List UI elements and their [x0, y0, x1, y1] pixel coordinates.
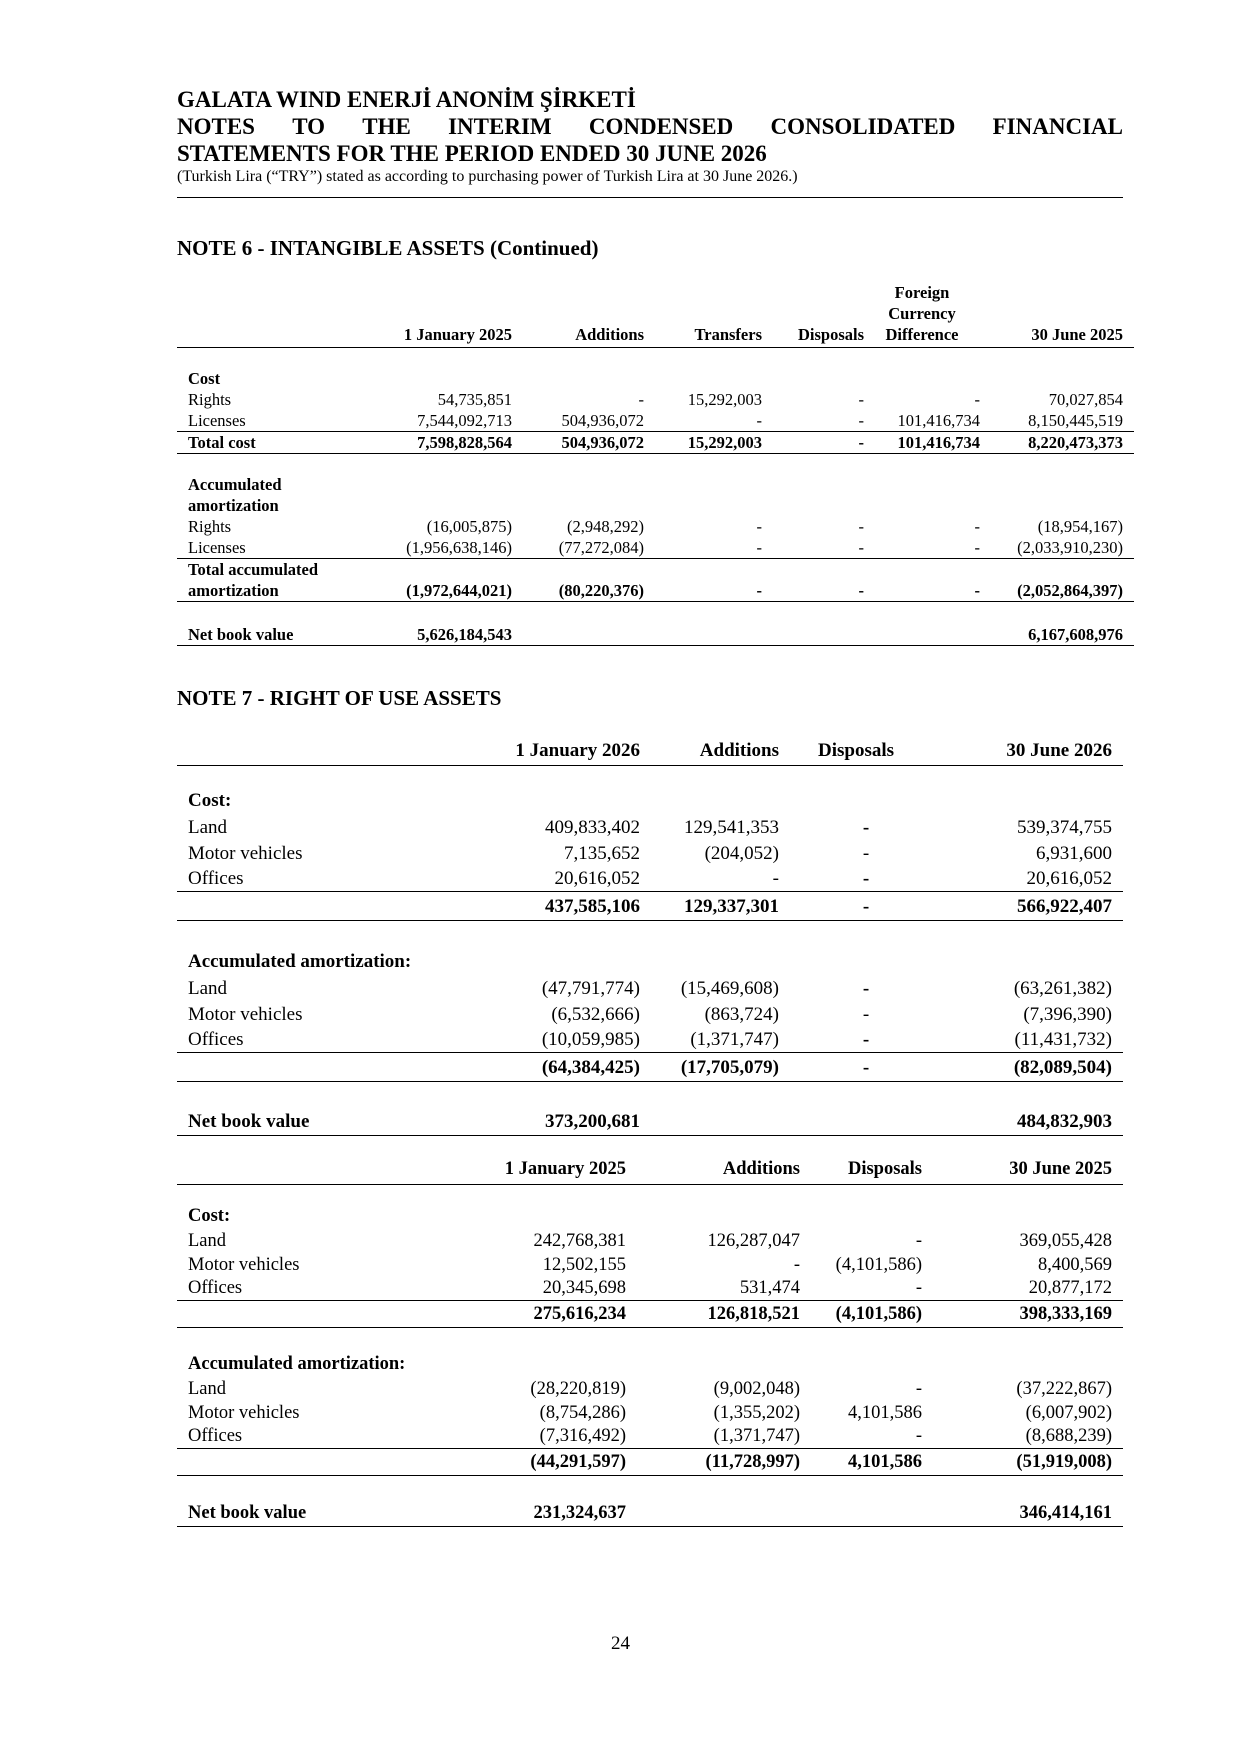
- table-row: [177, 1253, 1123, 1277]
- total-row: [177, 892, 1123, 921]
- cell: 398,333,169: [922, 1301, 1123, 1328]
- cell: -: [800, 1425, 922, 1449]
- col-header-line: Difference: [885, 325, 959, 344]
- total-row: [177, 1301, 1123, 1328]
- table-row: [177, 814, 1123, 840]
- cell: 373,200,681: [467, 1108, 640, 1136]
- cell: 7,544,092,713: [332, 410, 512, 432]
- row-label: Land: [188, 1230, 227, 1251]
- table-row: [177, 1425, 1123, 1449]
- section-heading-row: [177, 495, 1134, 516]
- row-label: Net book value: [177, 1108, 467, 1136]
- cell: 4,101,586: [848, 1402, 922, 1423]
- section-heading-row: [177, 368, 1134, 389]
- cell: -: [862, 816, 870, 838]
- cell: -: [915, 1230, 922, 1251]
- col-header-fx: [864, 282, 980, 348]
- cell: (28,220,819): [530, 1378, 626, 1399]
- table-row: [177, 1377, 1123, 1401]
- cell: 4,101,586: [800, 1449, 922, 1476]
- cell: 6,931,600: [1036, 842, 1112, 864]
- section-heading: Accumulated amortization:: [188, 1353, 406, 1374]
- right-of-use-assets-2025-table: [177, 1158, 1123, 1527]
- cell: 275,616,234: [467, 1301, 626, 1328]
- cell: 566,922,407: [913, 892, 1123, 921]
- cell: 129,337,301: [640, 892, 779, 921]
- col-header: 1 January 2025: [467, 1158, 626, 1185]
- cell: 54,735,851: [437, 389, 512, 409]
- report-title-line-3: STATEMENTS FOR THE PERIOD ENDED 30 JUNE 2026: [177, 141, 767, 166]
- section-heading-row: [177, 474, 1134, 495]
- cell: (11,431,732): [913, 1027, 1123, 1053]
- row-label: Total cost: [177, 432, 332, 454]
- cell: 7,598,828,564: [332, 432, 512, 454]
- cell: 20,616,052: [467, 866, 640, 892]
- table-row: [177, 389, 1134, 410]
- table-row: [177, 1027, 1123, 1053]
- cell: (9,002,048): [713, 1378, 800, 1399]
- section-heading: Cost: [188, 368, 221, 388]
- section-heading: Accumulated amortization:: [188, 950, 412, 972]
- row-label: Offices: [177, 866, 467, 892]
- cell: -: [800, 1277, 922, 1301]
- section-heading: amortization: [188, 495, 279, 515]
- cell: -: [756, 516, 762, 536]
- page-number: 24: [611, 1633, 630, 1654]
- row-label: Offices: [177, 1425, 467, 1449]
- cell: (1,371,747): [626, 1425, 800, 1449]
- cell: (6,532,666): [551, 1003, 640, 1025]
- cell: 15,292,003: [644, 432, 762, 454]
- cell: 101,416,734: [864, 410, 980, 432]
- cell: (7,396,390): [1023, 1003, 1112, 1025]
- cell: 409,833,402: [545, 816, 640, 838]
- cell: (47,791,774): [541, 977, 640, 999]
- title-word: INTERIM: [448, 114, 552, 139]
- row-label: Total accumulated: [188, 559, 319, 579]
- document-header: [177, 86, 1123, 186]
- cell: -: [974, 516, 980, 536]
- title-word: CONDENSED: [588, 114, 734, 139]
- net-book-value-row: [177, 1108, 1123, 1136]
- cell: -: [864, 537, 980, 559]
- row-label: Net book value: [177, 624, 332, 646]
- row-label: Land: [188, 816, 228, 838]
- cell: -: [779, 1053, 913, 1082]
- cell: -: [862, 977, 870, 999]
- col-header: Additions: [640, 739, 779, 766]
- cell: 5,626,184,543: [332, 624, 512, 646]
- net-book-value-row: [177, 1500, 1123, 1527]
- cell: (1,956,638,146): [332, 537, 512, 559]
- cell: -: [644, 537, 762, 559]
- cell: 12,502,155: [542, 1254, 626, 1275]
- col-header: Transfers: [644, 282, 762, 348]
- table-row: [177, 516, 1134, 537]
- total-row: [177, 432, 1134, 454]
- col-header: Additions: [626, 1158, 800, 1185]
- table-row: [177, 840, 1123, 866]
- total-row: [177, 580, 1134, 602]
- report-title-line-2: [177, 113, 1123, 140]
- row-label: Land: [188, 977, 228, 999]
- cell: (1,371,747): [640, 1027, 779, 1053]
- cell: 7,135,652: [564, 842, 640, 864]
- cell: 346,414,161: [922, 1500, 1123, 1527]
- report-subtitle: (Turkish Lira (“TRY”) stated as according to purchasing power of Turkish Lira at 30 June 2026.): [177, 168, 798, 185]
- cell: -: [793, 1254, 800, 1275]
- section-heading-row: [177, 1351, 1123, 1377]
- row-label: Offices: [177, 1027, 467, 1053]
- col-header-line: Currency: [888, 304, 956, 323]
- cell: (37,222,867): [1016, 1378, 1112, 1399]
- table-row: [177, 537, 1134, 559]
- cell: 231,324,637: [467, 1500, 626, 1527]
- cell: (2,033,910,230): [980, 537, 1134, 559]
- cell: 20,345,698: [467, 1277, 626, 1301]
- cell: 369,055,428: [1019, 1230, 1112, 1251]
- table-header-row: [177, 1158, 1123, 1185]
- col-header: Disposals: [800, 1158, 922, 1185]
- table-row: [177, 1401, 1123, 1425]
- row-label: Motor vehicles: [188, 1003, 303, 1025]
- cell: (11,728,997): [626, 1449, 800, 1476]
- note-7-title: NOTE 7 - RIGHT OF USE ASSETS: [177, 686, 502, 710]
- cell: -: [779, 1027, 913, 1053]
- cell: -: [762, 410, 864, 432]
- cell: 6,167,608,976: [980, 624, 1134, 646]
- cell: (17,705,079): [640, 1053, 779, 1082]
- table-row: [177, 975, 1123, 1001]
- table-header-row: [177, 282, 1134, 348]
- cell: 531,474: [626, 1277, 800, 1301]
- cell: (10,059,985): [467, 1027, 640, 1053]
- total-row: [177, 1053, 1123, 1082]
- cell: (1,972,644,021): [332, 580, 512, 602]
- company-name: GALATA WIND ENERJİ ANONİM ŞİRKETİ: [177, 87, 636, 112]
- cell: 70,027,854: [1048, 389, 1123, 409]
- table-row: [177, 1001, 1123, 1027]
- cell: (18,954,167): [1037, 516, 1123, 536]
- cell: 8,150,445,519: [980, 410, 1134, 432]
- cell: 504,936,072: [512, 410, 644, 432]
- title-word: TO: [292, 114, 326, 139]
- header-rule: [177, 197, 1123, 198]
- total-row: [177, 1449, 1123, 1476]
- row-label: Licenses: [177, 410, 332, 432]
- cell: (51,919,008): [922, 1449, 1123, 1476]
- cell: -: [644, 410, 762, 432]
- col-header: 1 January 2026: [467, 739, 640, 766]
- cell: -: [762, 432, 864, 454]
- row-label: Licenses: [177, 537, 332, 559]
- row-label: Offices: [177, 1277, 467, 1301]
- table-row: [177, 866, 1123, 892]
- cell: -: [915, 1378, 922, 1399]
- total-row-label: [177, 559, 1134, 581]
- col-header: 1 January 2025: [332, 282, 512, 348]
- cell: 8,400,569: [1038, 1254, 1112, 1275]
- net-book-value-row: [177, 624, 1134, 646]
- cell: (4,101,586): [800, 1301, 922, 1328]
- cell: 437,585,106: [467, 892, 640, 921]
- cell: 15,292,003: [687, 389, 762, 409]
- note-6-title: NOTE 6 - INTANGIBLE ASSETS (Continued): [177, 236, 599, 260]
- cell: (2,052,864,397): [980, 580, 1134, 602]
- cell: -: [779, 892, 913, 921]
- cell: (63,261,382): [1013, 977, 1112, 999]
- cell: 242,768,381: [533, 1230, 626, 1251]
- cell: 8,220,473,373: [980, 432, 1134, 454]
- row-label: Rights: [188, 389, 232, 409]
- cell: (8,754,286): [539, 1402, 626, 1423]
- cell: (8,688,239): [922, 1425, 1123, 1449]
- cell: -: [858, 389, 864, 409]
- cell: -: [640, 866, 779, 892]
- cell: (4,101,586): [835, 1254, 922, 1275]
- cell: 101,416,734: [864, 432, 980, 454]
- table-row: [177, 1229, 1123, 1253]
- row-label: Net book value: [177, 1500, 467, 1527]
- cell: -: [644, 580, 762, 602]
- cell: (82,089,504): [913, 1053, 1123, 1082]
- cell: (44,291,597): [467, 1449, 626, 1476]
- cell: (6,007,902): [1025, 1402, 1112, 1423]
- col-header: 30 June 2025: [922, 1158, 1123, 1185]
- row-label: Motor vehicles: [188, 842, 303, 864]
- section-heading: Cost:: [188, 1206, 231, 1226]
- row-label: amortization: [177, 580, 332, 602]
- table-row: [177, 410, 1134, 432]
- cell: (2,948,292): [567, 516, 644, 536]
- cell: -: [638, 389, 644, 409]
- row-label: Motor vehicles: [188, 1254, 300, 1275]
- cell: 484,832,903: [913, 1108, 1123, 1136]
- col-header: 30 June 2025: [980, 282, 1134, 348]
- cell: -: [974, 389, 980, 409]
- cell: (7,316,492): [467, 1425, 626, 1449]
- col-header-line: Foreign: [894, 283, 950, 302]
- cell: -: [779, 866, 913, 892]
- title-word: NOTES: [177, 114, 255, 139]
- cell: 129,541,353: [684, 816, 779, 838]
- table-row: [177, 1277, 1123, 1301]
- cell: -: [864, 580, 980, 602]
- row-label: Land: [188, 1378, 227, 1399]
- cell: -: [862, 842, 870, 864]
- cell: (16,005,875): [426, 516, 512, 536]
- cell: (204,052): [704, 842, 779, 864]
- cell: 20,877,172: [922, 1277, 1123, 1301]
- col-header: 30 June 2026: [913, 739, 1123, 766]
- cell: 539,374,755: [1017, 816, 1112, 838]
- section-heading-row: [177, 1204, 1123, 1229]
- table-header-row: [177, 739, 1123, 766]
- cell: 126,818,521: [626, 1301, 800, 1328]
- row-label: Motor vehicles: [188, 1402, 300, 1423]
- section-heading-row: [177, 787, 1123, 814]
- intangible-assets-table: [177, 282, 1134, 646]
- section-heading: Accumulated: [188, 474, 282, 494]
- cell: -: [858, 516, 864, 536]
- cell: (15,469,608): [680, 977, 779, 999]
- col-header: Disposals: [779, 739, 913, 766]
- cell: (64,384,425): [467, 1053, 640, 1082]
- row-label: Rights: [188, 516, 232, 536]
- section-heading-row: [177, 947, 1123, 975]
- right-of-use-assets-2026-table: [177, 739, 1123, 1136]
- cell: -: [862, 1003, 870, 1025]
- cell: 20,616,052: [913, 866, 1123, 892]
- cell: (1,355,202): [713, 1402, 800, 1423]
- title-word: CONSOLIDATED: [770, 114, 956, 139]
- title-word: FINANCIAL: [992, 114, 1123, 139]
- cell: (863,724): [704, 1003, 779, 1025]
- col-header: Additions: [512, 282, 644, 348]
- cell: (77,272,084): [512, 537, 644, 559]
- cell: (80,220,376): [512, 580, 644, 602]
- cell: 504,936,072: [512, 432, 644, 454]
- cell: -: [762, 537, 864, 559]
- col-header: Disposals: [762, 282, 864, 348]
- cell: 126,287,047: [707, 1230, 800, 1251]
- section-heading: Cost:: [188, 790, 232, 811]
- cell: -: [762, 580, 864, 602]
- title-word: THE: [362, 114, 411, 139]
